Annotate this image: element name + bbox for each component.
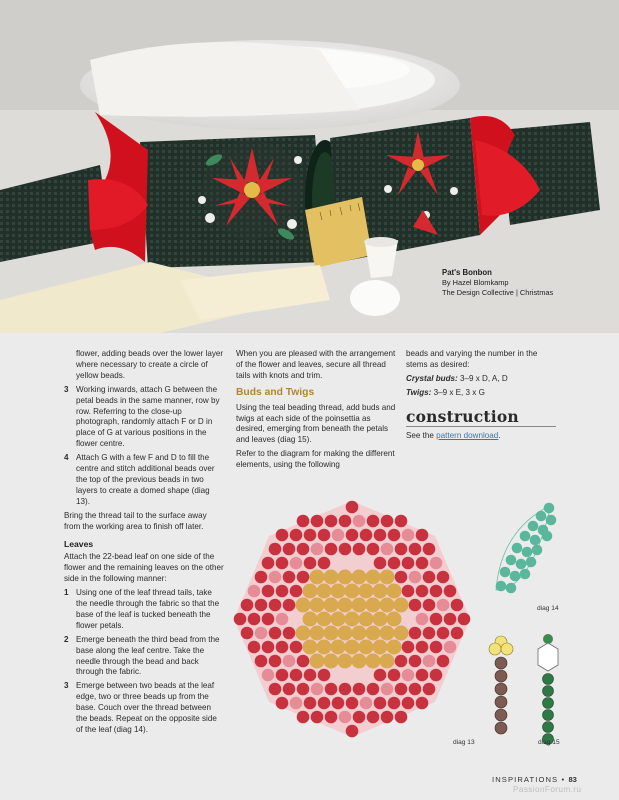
red-bead xyxy=(318,669,331,682)
green-bead xyxy=(543,674,554,685)
red-bead xyxy=(367,683,380,696)
teal-bead xyxy=(500,567,511,578)
gold-bead xyxy=(345,640,360,655)
gold-bead xyxy=(324,654,339,669)
gold-bead xyxy=(366,598,381,613)
red-bead xyxy=(339,683,352,696)
red-bead xyxy=(297,543,310,556)
gold-bead xyxy=(394,626,409,641)
teal-bead xyxy=(546,515,557,526)
red-bead xyxy=(269,599,282,612)
red-bead xyxy=(290,585,303,598)
red-bead xyxy=(276,557,289,570)
gold-bead xyxy=(310,654,325,669)
teal-bead xyxy=(526,557,537,568)
teal-bead xyxy=(512,543,523,554)
step-number: 2 xyxy=(64,634,69,644)
red-bead xyxy=(241,599,254,612)
red-bead xyxy=(325,543,338,556)
gold-bead xyxy=(359,584,374,599)
step-text: Using one of the leaf thread tails, take the needle through the fabric so that the base of the leaf is tucked beneath the flower petals. xyxy=(76,588,220,630)
teal-bead xyxy=(520,569,531,580)
gold-bead xyxy=(359,612,374,627)
crystal-buds-label: Crystal buds: xyxy=(406,373,458,383)
twigs-label: Twigs: xyxy=(406,387,432,397)
red-bead xyxy=(332,529,345,542)
red-bead xyxy=(374,529,387,542)
red-bead xyxy=(262,641,275,654)
red-bead xyxy=(297,655,310,668)
gold-bead xyxy=(303,640,318,655)
red-bead xyxy=(409,543,422,556)
header-photo xyxy=(0,0,619,333)
red-bead xyxy=(402,669,415,682)
red-bead xyxy=(318,697,331,710)
red-bead xyxy=(395,655,408,668)
brown-bead xyxy=(495,722,507,734)
red-bead xyxy=(416,613,429,626)
gold-bead xyxy=(380,626,395,641)
step-number: 3 xyxy=(64,681,69,691)
teal-bead xyxy=(520,531,531,542)
red-bead xyxy=(437,571,450,584)
caption-source: The Design Collective | Christmas xyxy=(442,288,554,297)
step-text: Emerge between two beads at the leaf edge, two or three beads up from the base. Couch over the thread between the beads. Repeat on the opposite side of the leaf (diag 14). xyxy=(76,681,217,734)
red-bead xyxy=(269,543,282,556)
gold-bead xyxy=(366,570,381,585)
red-bead xyxy=(283,655,296,668)
gold-bead xyxy=(366,654,381,669)
twigs-value: 3–9 x E, 3 x G xyxy=(433,387,485,397)
gold-bead xyxy=(338,626,353,641)
teal-bead xyxy=(506,583,517,594)
gold-bead xyxy=(352,598,367,613)
teal-bead xyxy=(506,555,517,566)
red-bead xyxy=(332,697,345,710)
caption-author: By Hazel Blomkamp xyxy=(442,278,509,287)
red-bead xyxy=(395,683,408,696)
page-footer xyxy=(492,775,577,784)
red-bead xyxy=(283,683,296,696)
gold-bead xyxy=(380,654,395,669)
gold-bead xyxy=(387,612,402,627)
step-number: 4 xyxy=(64,453,69,463)
gold-bead xyxy=(303,584,318,599)
green-bead xyxy=(543,722,554,733)
red-bead xyxy=(423,683,436,696)
red-bead xyxy=(353,683,366,696)
red-bead xyxy=(374,669,387,682)
gold-bead xyxy=(352,654,367,669)
red-bead xyxy=(367,711,380,724)
divider xyxy=(406,426,556,427)
step-4 xyxy=(64,453,224,508)
red-bead xyxy=(241,627,254,640)
red-bead xyxy=(409,627,422,640)
red-bead xyxy=(388,529,401,542)
red-bead xyxy=(360,529,373,542)
gold-bead xyxy=(310,626,325,641)
gold-bead xyxy=(331,640,346,655)
teal-bead xyxy=(496,581,507,592)
red-bead xyxy=(388,557,401,570)
red-bead xyxy=(353,515,366,528)
red-bead xyxy=(262,669,275,682)
gold-bead xyxy=(324,570,339,585)
red-bead xyxy=(395,543,408,556)
gold-bead xyxy=(380,570,395,585)
red-bead xyxy=(381,711,394,724)
photo-caption xyxy=(442,268,612,298)
red-bead xyxy=(276,613,289,626)
red-bead xyxy=(311,515,324,528)
red-bead xyxy=(395,515,408,528)
red-bead xyxy=(360,697,373,710)
gold-bead xyxy=(338,654,353,669)
red-bead xyxy=(402,641,415,654)
red-bead xyxy=(269,571,282,584)
caption-title: Pat's Bonbon xyxy=(442,268,492,277)
red-bead xyxy=(388,697,401,710)
red-bead xyxy=(353,543,366,556)
red-bead xyxy=(430,585,443,598)
red-bead xyxy=(304,697,317,710)
red-bead xyxy=(297,515,310,528)
red-bead xyxy=(437,627,450,640)
teal-bead xyxy=(544,503,555,514)
red-bead xyxy=(423,655,436,668)
step-text: Attach G with a few F and D to fill the centre and stitch additional beads over the top of the previous beads in two layers to create a domed shape (diag 13). xyxy=(76,453,215,506)
step-number: 3 xyxy=(64,384,69,394)
twigs-line xyxy=(406,388,556,399)
period: . xyxy=(498,430,501,440)
gold-bead xyxy=(296,626,311,641)
gold-bead xyxy=(324,626,339,641)
red-bead xyxy=(248,585,261,598)
gold-bead xyxy=(317,584,332,599)
text-column-1 xyxy=(64,349,224,739)
pattern-download-link[interactable]: pattern download xyxy=(436,430,499,440)
red-bead xyxy=(276,585,289,598)
red-bead xyxy=(290,557,303,570)
gold-bead xyxy=(380,598,395,613)
red-bead xyxy=(409,683,422,696)
gold-bead xyxy=(345,584,360,599)
brown-bead xyxy=(495,709,507,721)
secure-paragraph: When you are pleased with the arrangement of the flower and leaves, secure all thread tails with knots and trim. xyxy=(236,349,396,380)
diag13-flower xyxy=(234,501,471,738)
red-bead xyxy=(290,641,303,654)
gold-bead xyxy=(338,570,353,585)
red-bead xyxy=(458,613,471,626)
red-bead xyxy=(423,571,436,584)
construction-heading: construction xyxy=(406,406,519,426)
red-bead xyxy=(297,711,310,724)
brown-bead xyxy=(495,670,507,682)
red-bead xyxy=(318,529,331,542)
red-bead xyxy=(409,571,422,584)
red-bead xyxy=(311,543,324,556)
diag14-label: diag 14 xyxy=(537,605,559,612)
leaf-step-2 xyxy=(64,635,224,679)
magazine-name: INSPIRATIONS xyxy=(492,775,559,784)
download-line xyxy=(406,431,556,442)
red-bead xyxy=(255,599,268,612)
buds-twigs-heading: Buds and Twigs xyxy=(236,386,315,398)
red-bead xyxy=(269,627,282,640)
gold-bead xyxy=(373,640,388,655)
diag15-label: diag 15 xyxy=(538,739,560,746)
page-number: 83 xyxy=(568,775,577,784)
step-3 xyxy=(64,385,224,450)
red-bead xyxy=(416,697,429,710)
gold-bead xyxy=(373,584,388,599)
gold-bead xyxy=(359,640,374,655)
red-bead xyxy=(262,613,275,626)
red-bead xyxy=(255,571,268,584)
gold-bead xyxy=(387,640,402,655)
red-bead xyxy=(276,641,289,654)
red-bead xyxy=(339,543,352,556)
red-bead xyxy=(248,613,261,626)
gold-bead xyxy=(373,612,388,627)
teal-bead xyxy=(536,511,547,522)
red-bead xyxy=(283,543,296,556)
gold-bead xyxy=(387,584,402,599)
red-bead xyxy=(234,613,247,626)
teal-bead xyxy=(522,547,533,558)
teal-bead xyxy=(516,559,527,570)
bullet: • xyxy=(561,775,566,784)
red-bead xyxy=(325,515,338,528)
red-bead xyxy=(269,655,282,668)
finish-paragraph: Bring the thread tail to the surface away from the working area to finish off later. xyxy=(64,510,207,531)
red-bead xyxy=(346,501,359,514)
red-bead xyxy=(388,669,401,682)
intro-paragraph: flower, adding beads over the lower layer where necessary to create a circle of yellow beads. xyxy=(76,349,224,380)
red-bead xyxy=(395,711,408,724)
red-bead xyxy=(353,711,366,724)
leaf-step-3 xyxy=(64,681,224,736)
red-bead xyxy=(276,529,289,542)
red-bead xyxy=(367,543,380,556)
red-bead xyxy=(374,557,387,570)
red-bead xyxy=(423,627,436,640)
red-bead xyxy=(416,557,429,570)
red-bead xyxy=(325,683,338,696)
leaves-intro: Attach the 22-bead leaf on one side of the flower and the remaining leaves on the other side in the following manner: xyxy=(64,552,224,584)
red-bead xyxy=(381,543,394,556)
see-text: See the xyxy=(406,430,434,440)
crystal-buds-value: 3–9 x D, A, D xyxy=(459,373,508,383)
step-text: Emerge beneath the third bead from the base along the leaf centre. Take the needle through the bead and back through the fabric. xyxy=(76,634,220,677)
red-bead xyxy=(262,585,275,598)
red-bead xyxy=(416,585,429,598)
red-bead xyxy=(346,725,359,738)
crystal-buds-line xyxy=(406,374,556,385)
red-bead xyxy=(283,627,296,640)
gold-bead xyxy=(303,612,318,627)
red-bead xyxy=(283,571,296,584)
red-bead xyxy=(304,557,317,570)
diag13-bud xyxy=(489,636,513,734)
red-bead xyxy=(290,697,303,710)
gold-bead xyxy=(317,612,332,627)
gold-bead xyxy=(352,570,367,585)
leaves-heading: Leaves xyxy=(64,538,94,549)
red-bead xyxy=(395,571,408,584)
red-bead xyxy=(374,697,387,710)
red-bead xyxy=(318,557,331,570)
red-bead xyxy=(367,515,380,528)
brown-bead xyxy=(495,657,507,669)
gold-bead xyxy=(338,598,353,613)
teal-bead xyxy=(510,571,521,582)
teal-bead xyxy=(532,545,543,556)
red-bead xyxy=(276,669,289,682)
red-bead xyxy=(248,641,261,654)
red-bead xyxy=(416,529,429,542)
gold-bead xyxy=(331,584,346,599)
red-bead xyxy=(430,641,443,654)
brown-bead xyxy=(495,696,507,708)
gold-bead xyxy=(352,626,367,641)
red-bead xyxy=(402,697,415,710)
red-bead xyxy=(283,599,296,612)
gold-bead xyxy=(394,598,409,613)
red-bead xyxy=(409,599,422,612)
red-bead xyxy=(402,529,415,542)
red-bead xyxy=(402,557,415,570)
red-bead xyxy=(416,641,429,654)
red-bead xyxy=(311,683,324,696)
red-bead xyxy=(325,711,338,724)
gold-bead xyxy=(310,570,325,585)
text-column-2 xyxy=(236,349,396,474)
red-bead xyxy=(255,655,268,668)
red-bead xyxy=(290,529,303,542)
red-bead xyxy=(381,683,394,696)
diag15-twig xyxy=(538,634,558,745)
teal-bead xyxy=(528,521,539,532)
red-bead xyxy=(430,669,443,682)
red-bead xyxy=(430,557,443,570)
red-bead xyxy=(311,711,324,724)
red-bead xyxy=(255,627,268,640)
red-bead xyxy=(339,515,352,528)
diag13-label: diag 13 xyxy=(453,739,475,746)
teal-bead xyxy=(530,535,541,546)
green-bead xyxy=(543,686,554,697)
step-number: 1 xyxy=(64,588,69,598)
red-bead xyxy=(444,641,457,654)
buds-paragraph: Using the teal beading thread, add buds and twigs at each side of the poinsettia as desired, emerging from beneath the petals and leaves (diag 15). xyxy=(236,402,396,445)
text-column-3 xyxy=(406,349,556,444)
red-bead xyxy=(451,599,464,612)
red-bead xyxy=(297,571,310,584)
red-bead xyxy=(290,669,303,682)
red-bead xyxy=(262,557,275,570)
red-bead xyxy=(269,683,282,696)
leaf-step-1 xyxy=(64,588,224,632)
gold-bead xyxy=(317,640,332,655)
red-bead xyxy=(339,711,352,724)
red-bead xyxy=(451,627,464,640)
beads-paragraph: beads and varying the number in the stems as desired: xyxy=(406,349,538,369)
red-bead xyxy=(304,529,317,542)
gold-bead xyxy=(331,612,346,627)
brown-bead xyxy=(495,683,507,695)
gold-bead xyxy=(296,598,311,613)
gold-bead xyxy=(324,598,339,613)
red-bead xyxy=(423,543,436,556)
diag14-leaf xyxy=(496,503,557,594)
diagram-paragraph: Refer to the diagram for making the different elements, using the following xyxy=(236,449,395,470)
teal-bead xyxy=(542,531,553,542)
red-bead xyxy=(346,697,359,710)
red-bead xyxy=(409,655,422,668)
gold-bead xyxy=(310,598,325,613)
gold-bead xyxy=(366,626,381,641)
red-bead xyxy=(297,683,310,696)
red-bead xyxy=(437,655,450,668)
gold-bead xyxy=(345,612,360,627)
red-bead xyxy=(444,585,457,598)
step-text: Working inwards, attach G between the petal beads in the same manner, row by row. Referring to the close-up photograph, randomly attach F or D in place of G at various positions in the flower centre. xyxy=(76,384,220,449)
red-bead xyxy=(423,599,436,612)
red-bead xyxy=(276,697,289,710)
red-bead xyxy=(402,585,415,598)
green-bead xyxy=(543,698,554,709)
diagrams-area xyxy=(226,495,566,755)
red-bead xyxy=(430,613,443,626)
red-bead xyxy=(437,599,450,612)
red-bead xyxy=(346,529,359,542)
red-bead xyxy=(381,515,394,528)
red-bead xyxy=(304,669,317,682)
green-bead xyxy=(543,710,554,721)
red-bead xyxy=(416,669,429,682)
red-bead xyxy=(444,613,457,626)
watermark: PassionForum.ru xyxy=(513,785,582,794)
